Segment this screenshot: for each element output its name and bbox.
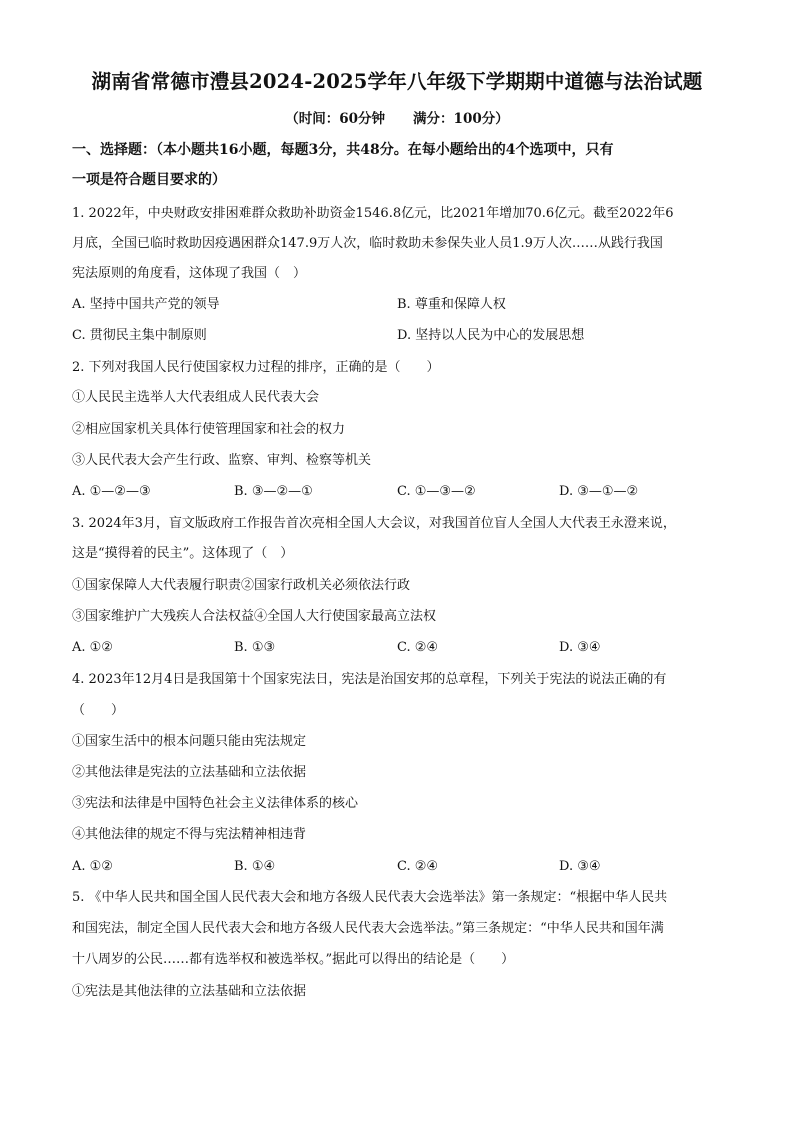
q5-statement-1: ①宪法是其他法律的立法基础和立法依据 xyxy=(72,984,307,999)
q1-line-3: 宪法原则的角度看，这体现了我国（ ） xyxy=(72,266,307,281)
time-limit: （时间：60分钟 xyxy=(285,111,386,127)
q3-option-c[interactable]: C. ②④ xyxy=(397,640,439,655)
q4-option-a[interactable]: A. ①② xyxy=(72,859,113,874)
q3-line-1: 3. 2024年3月，盲文版政府工作报告首次亮相全国人大会议，对我国首位盲人全国人大代表王永澄来说， xyxy=(72,516,676,531)
q5-line-3: 十八周岁的公民……都有选举权和被选举权。”据此可以得出的结论是（ ） xyxy=(72,952,515,967)
q4-option-d[interactable]: D. ③④ xyxy=(559,859,601,874)
q4-line-1: 4. 2023年12月4日是我国第十个国家宪法日，宪法是治国安邦的总章程，下列关于宪法的说法正确的有 xyxy=(72,672,667,687)
q2-option-a[interactable]: A. ①—②—③ xyxy=(72,484,151,499)
q2-option-d[interactable]: D. ③—①—② xyxy=(559,484,639,499)
q2-statement-3: ③人民代表大会产生行政、监察、审判、检察等机关 xyxy=(72,453,372,468)
q2-statement-2: ②相应国家机关具体行使管理国家和社会的权力 xyxy=(72,422,346,437)
q2-statement-1: ①人民民主选举人大代表组成人民代表大会 xyxy=(72,390,320,405)
section-heading: 一、选择题：（本小题共16小题，每题3分，共48分。在每小题给出的4个选项中，只有 xyxy=(72,142,614,158)
q3-statement-2: ③国家维护广大残疾人合法权益④全国人大行使国家最高立法权 xyxy=(72,609,437,624)
q3-option-d[interactable]: D. ③④ xyxy=(559,640,601,655)
q2-line-1: 2. 下列对我国人民行使国家权力过程的排序，正确的是（ ） xyxy=(72,360,440,375)
q3-line-2: 这是“摸得着的民主”。这体现了（ ） xyxy=(72,546,294,561)
q4-statement-3: ③宪法和法律是中国特色社会主义法律体系的核心 xyxy=(72,796,359,811)
q3-option-a[interactable]: A. ①② xyxy=(72,640,113,655)
q1-option-c[interactable]: C. 贯彻民主集中制原则 xyxy=(72,328,207,343)
q2-option-c[interactable]: C. ①—③—② xyxy=(397,484,476,499)
q1-option-d[interactable]: D. 坚持以人民为中心的发展思想 xyxy=(397,328,585,343)
q1-line-1: 1. 2022年，中央财政安排困难群众救助补助资金1546.8亿元，比2021年增加70.6亿元。截至2022年6 xyxy=(72,206,674,221)
q4-line-2: （ ） xyxy=(72,703,125,718)
q4-statement-2: ②其他法律是宪法的立法基础和立法依据 xyxy=(72,765,307,780)
q1-line-2: 月底，全国已临时救助因疫遇困群众147.9万人次，临时救助未参保失业人员1.9万人次……从践行我国 xyxy=(72,236,663,251)
q5-line-1: 5. 《中华人民共和国全国人民代表大会和地方各级人民代表大会选举法》第一条规定：“根据中华人民共 xyxy=(72,890,668,905)
q1-option-a[interactable]: A. 坚持中国共产党的领导 xyxy=(72,297,220,312)
section-heading-cont: 一项是符合题目要求的） xyxy=(72,172,226,188)
q3-statement-1: ①国家保障人大代表履行职责②国家行政机关必须依法行政 xyxy=(72,578,411,593)
page-title: 湖南省常德市澧县2024-2025学年八年级下学期期中道德与法治试题 xyxy=(91,70,703,93)
full-score: 满分：100分） xyxy=(413,111,509,127)
q1-option-b[interactable]: B. 尊重和保障人权 xyxy=(397,297,506,312)
q5-line-2: 和国宪法，制定全国人民代表大会和地方各级人民代表大会选举法。”第三条规定：“中华人民共和国年满 xyxy=(72,921,664,936)
q2-option-b[interactable]: B. ③—②—① xyxy=(234,484,313,499)
q4-option-b[interactable]: B. ①④ xyxy=(234,859,276,874)
q4-statement-4: ④其他法律的规定不得与宪法精神相违背 xyxy=(72,827,307,842)
q4-statement-1: ①国家生活中的根本问题只能由宪法规定 xyxy=(72,734,307,749)
exam-info xyxy=(0,107,794,127)
q4-option-c[interactable]: C. ②④ xyxy=(397,859,439,874)
q3-option-b[interactable]: B. ①③ xyxy=(234,640,276,655)
